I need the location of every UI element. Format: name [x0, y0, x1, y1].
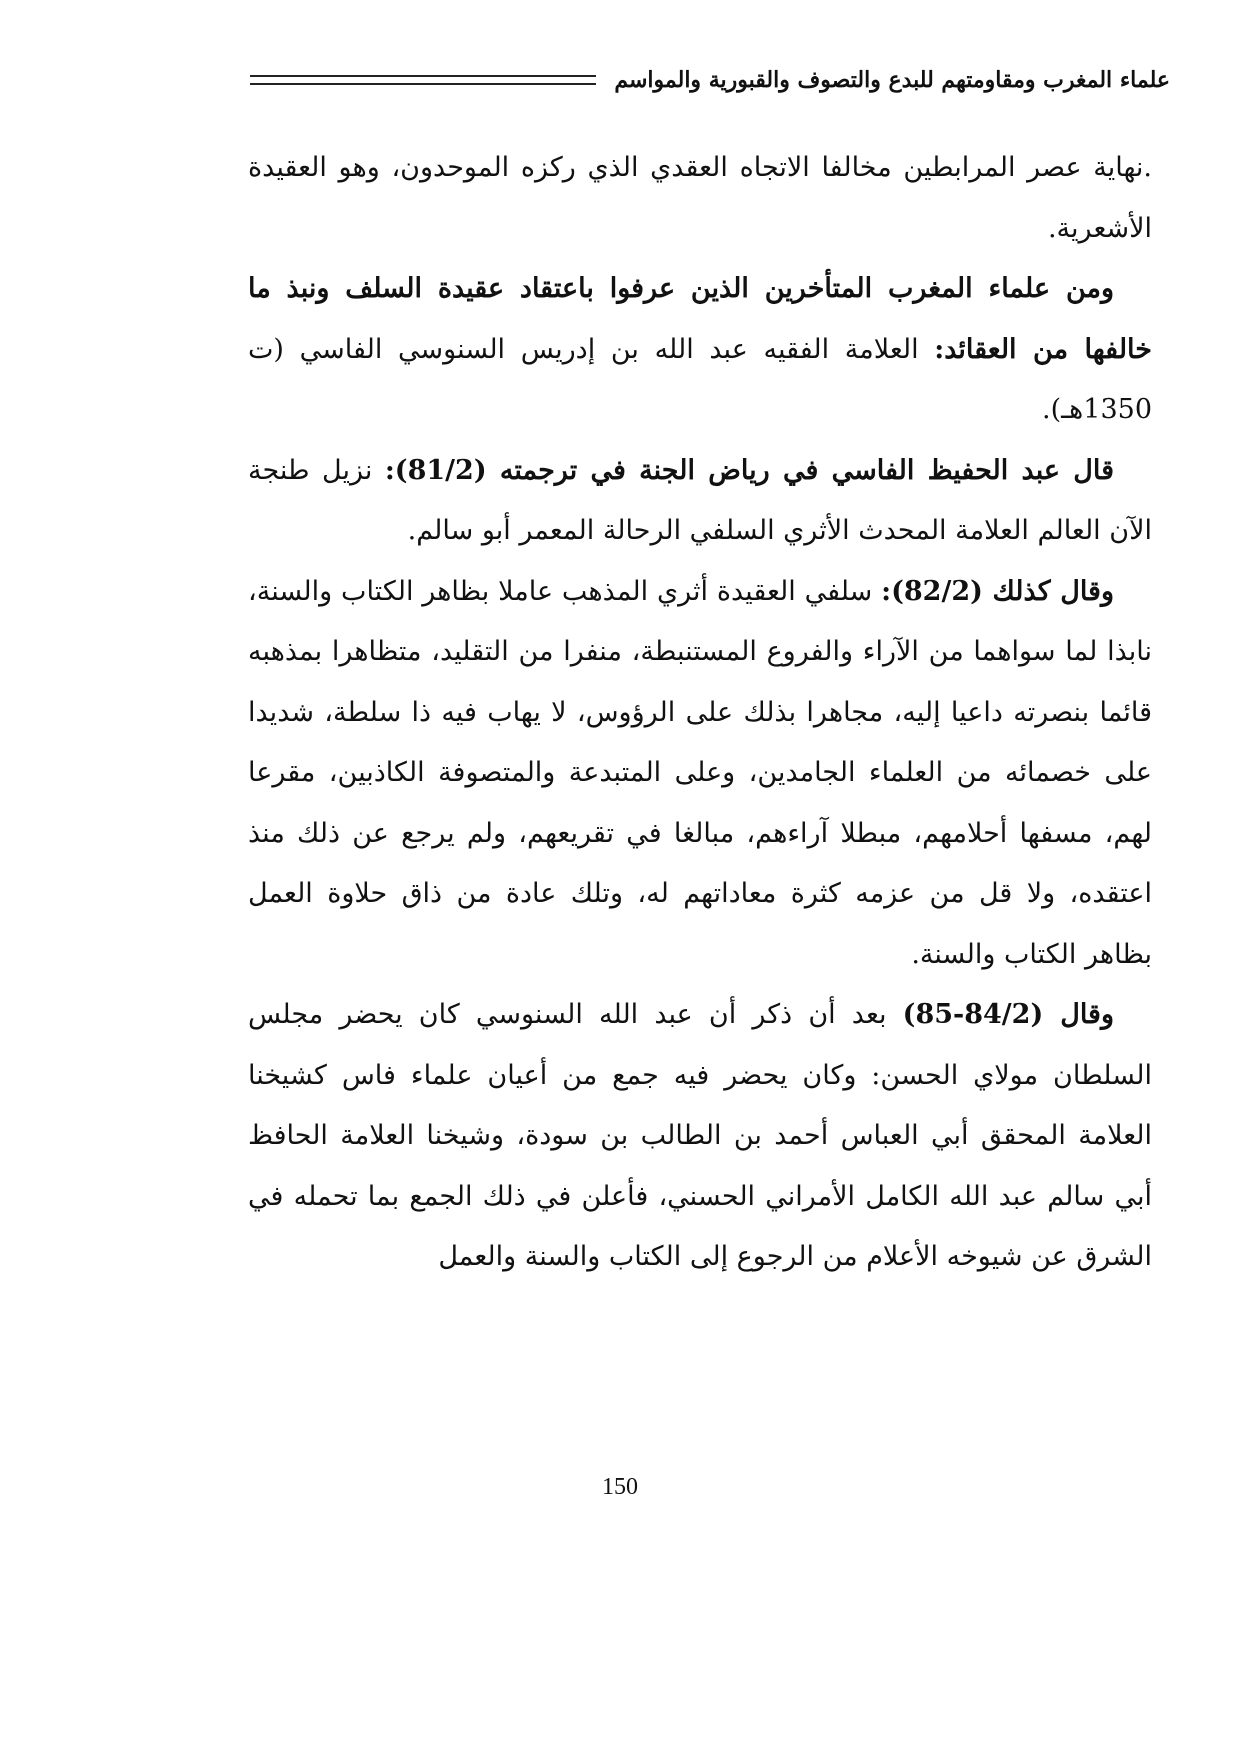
body-text	[248, 138, 1152, 1288]
paragraph-4	[248, 562, 1152, 986]
paragraph-4-text: سلفي العقيدة أثري المذهب عاملا بظاهر الكتاب والسنة، نابذا لما سواهما من الآراء والفروع المستنبطة، منفرا من التقليد، متظاهرا بمذهبه قائما بنصرته داعيا إليه، مجاهرا بذلك على الرؤوس، لا يهاب فيه ذا سلطة، شديدا على خصمائه من العلماء الجامدين، وعلى المتبدعة والمتصوفة الكاذبين، مقرعا لهم، مسفها أحلامهم، مبطلا آراءهم، مبالغا في تقريعهم، ولم يرجع عن ذلك منذ اعتقده، ولا قل من عزمه كثرة معاداتهم له، وتلك عادة من ذاق حلاوة العمل بظاهر الكتاب والسنة.	[248, 575, 1152, 970]
paragraph-2-lead: ومن علماء المغرب المتأخرين الذين عرفوا باعتقاد عقيدة السلف ونبذ ما خالفها من العقائد:	[248, 273, 1152, 365]
paragraph-1	[248, 138, 1152, 259]
header-rule	[250, 75, 596, 85]
paragraph-3-lead: قال عبد الحفيظ الفاسي في رياض الجنة في ترجمته (81/2):	[384, 454, 1114, 486]
page-number: 150	[602, 1474, 638, 1500]
running-header	[250, 60, 1170, 100]
paragraph-4-lead: وقال كذلك (82/2):	[881, 575, 1114, 607]
paragraph-2	[248, 259, 1152, 441]
paragraph-5-text: بعد أن ذكر أن عبد الله السنوسي كان يحضر مجلس السلطان مولاي الحسن: وكان يحضر فيه جمع من أعيان علماء فاس كشيخنا العلامة المحقق أبي العباس أحمد بن الطالب بن سودة، وشيخنا العلامة الحافظ أبي سالم عبد الله الكامل الأمراني الحسني، فأعلن في ذلك الجمع بما تحمله في الشرق عن شيوخه الأعلام من الرجوع إلى الكتاب والسنة والعمل	[248, 999, 1152, 1272]
paragraph-3	[248, 441, 1152, 562]
paragraph-5-lead: وقال (84/2-85)	[902, 999, 1114, 1030]
paragraph-5	[248, 985, 1152, 1288]
paragraph-3-text: نزيل طنجة الآن العالم العلامة المحدث الأثري السلفي الرحالة المعمر أبو سالم.	[248, 454, 1152, 546]
paragraph-2-text: العلامة الفقيه عبد الله بن إدريس السنوسي الفاسي (ت 1350هـ).	[248, 333, 1152, 425]
running-title: علماء المغرب ومقاومتهم للبدع والتصوف والقبورية والمواسم	[614, 67, 1170, 93]
paragraph-1-text: .نهاية عصر المرابطين مخالفا الاتجاه العقدي الذي ركزه الموحدون، وهو العقيدة الأشعرية.	[248, 152, 1152, 244]
